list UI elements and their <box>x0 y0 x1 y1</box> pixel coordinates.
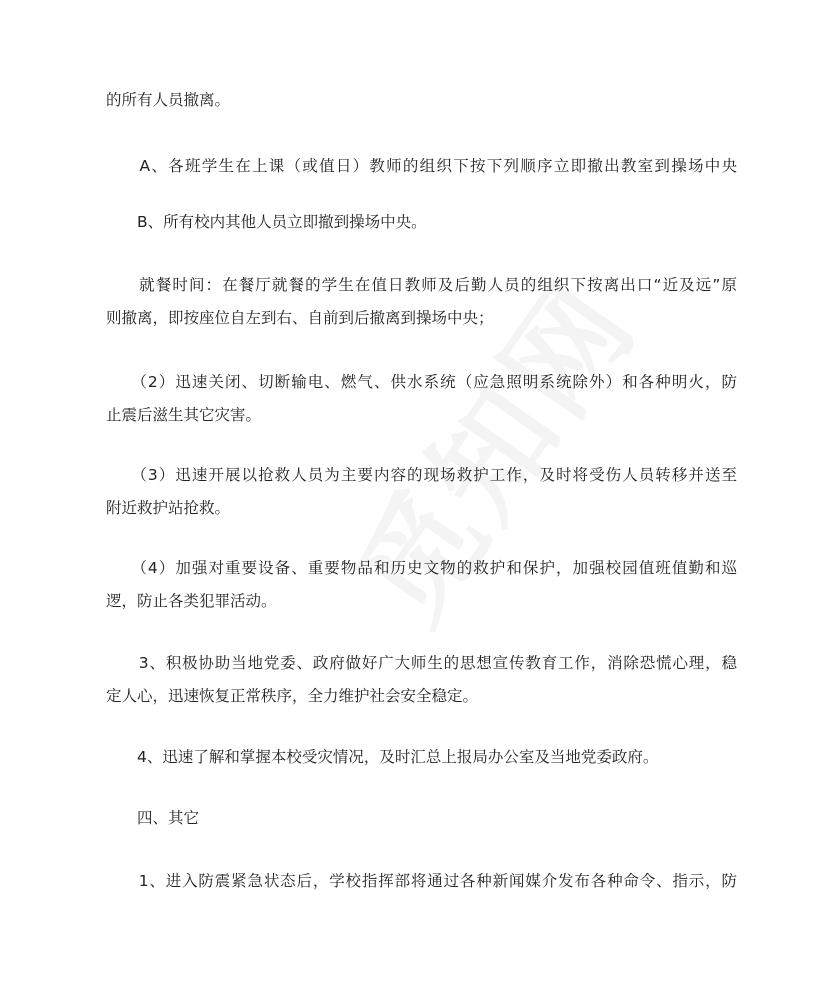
paragraph <box>106 366 737 432</box>
paragraph <box>106 206 737 239</box>
text-line: （4）加强对重要设备、重要物品和历史文物的救护和保护，加强校园值班值勤和巡 <box>106 559 737 577</box>
paragraph <box>106 552 737 618</box>
text-line: 3、积极协助当地党委、政府做好广大师生的思想宣传教育工作，消除恐慌心理，稳 <box>106 654 737 672</box>
text-line: 4、迅速了解和掌握本校受灾情况，及时汇总上报局办公室及当地党委政府。 <box>106 748 659 766</box>
paragraph <box>106 741 737 774</box>
text-line: 定人心，迅速恢复正常秩序，全力维护社会安全稳定。 <box>106 687 479 705</box>
paragraph <box>106 647 737 713</box>
text-line: A、各班学生在上课（或值日）教师的组织下按下列顺序立即撤出教室到操场中央 <box>106 157 737 175</box>
text-line: （3）迅速开展以抢救人员为主要内容的现场救护工作，及时将受伤人员转移并送至 <box>106 466 737 484</box>
paragraph <box>106 865 737 898</box>
paragraph <box>106 269 737 335</box>
text-line: 附近救护站抢救。 <box>106 499 231 517</box>
text-line: 逻，防止各类犯罪活动。 <box>106 592 277 610</box>
text-line: 止震后滋生其它灾害。 <box>106 406 262 424</box>
text-line: 则撤离，即按座位自左到右、自前到后撤离到操场中央； <box>106 309 494 327</box>
text-line: 就餐时间：在餐厅就餐的学生在值日教师及后勤人员的组织下按离出口“近及远”原 <box>106 276 737 294</box>
paragraph <box>106 150 737 183</box>
text-line: 1、进入防震紧急状态后，学校指挥部将通过各种新闻媒介发布各种命令、指示，防 <box>106 872 737 890</box>
text-line: 四、其它 <box>106 809 200 827</box>
text-line: 的所有人员撤离。 <box>106 91 231 109</box>
paragraph <box>106 459 737 525</box>
text-line: （2）迅速关闭、切断输电、燃气、供水系统（应急照明系统除外）和各种明火，防 <box>106 373 737 391</box>
text-line: B、所有校内其他人员立即撤到操场中央。 <box>106 213 427 231</box>
paragraph <box>106 84 737 117</box>
paragraph <box>106 802 737 835</box>
